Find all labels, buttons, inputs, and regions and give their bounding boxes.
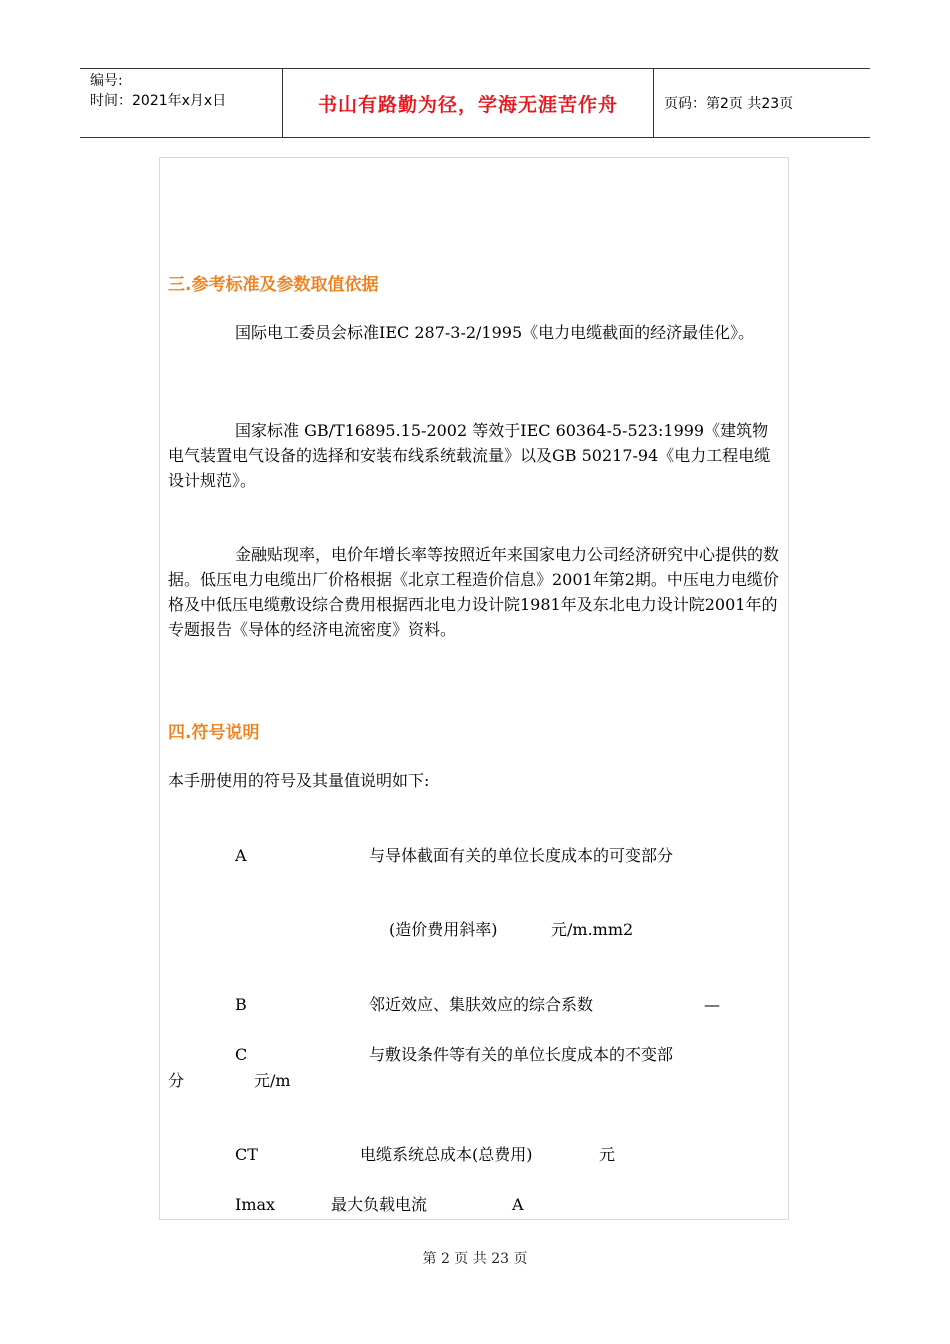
symbol-a: A bbox=[235, 846, 247, 865]
number-label: 编号: bbox=[90, 73, 123, 89]
section3-heading: 三.参考标准及参数取值依据 bbox=[168, 275, 379, 295]
page-info: 页码：第2页 共23页 bbox=[664, 96, 794, 112]
symbol-imax-desc: 最大负载电流 bbox=[331, 1195, 428, 1214]
symbol-ct: CT bbox=[235, 1145, 258, 1164]
motto: 书山有路勤为径，学海无涯苦作舟 bbox=[317, 93, 618, 116]
symbol-b-desc: 邻近效应、集肤效应的综合系数 bbox=[369, 995, 594, 1014]
symbol-imax: Imax bbox=[235, 1195, 276, 1214]
header-motto-cell bbox=[282, 69, 654, 137]
symbol-c-unit: 元/m bbox=[254, 1071, 291, 1090]
time-label: 时间：2021年x月x日 bbox=[90, 93, 227, 109]
header-page-info bbox=[654, 69, 870, 137]
section4-intro: 本手册使用的符号及其量值说明如下: bbox=[168, 771, 430, 790]
symbol-c-desc: 与敷设条件等有关的单位长度成本的不变部 bbox=[369, 1045, 674, 1064]
symbol-b: B bbox=[235, 995, 247, 1014]
symbol-a-unit: 元/m.mm2 bbox=[551, 920, 634, 939]
header-meta bbox=[80, 69, 282, 137]
page-header bbox=[80, 68, 870, 138]
symbol-c: C bbox=[235, 1045, 248, 1064]
page-footer: 第 2 页 共 23 页 bbox=[422, 1251, 528, 1267]
section4-heading: 四.符号说明 bbox=[168, 723, 260, 743]
symbol-imax-unit: A bbox=[512, 1195, 524, 1214]
section3-para1: 国际电工委员会标准IEC 287-3-2/1995《电力电缆截面的经济最佳化》。 bbox=[235, 323, 755, 342]
section3-para3: 金融贴现率，电价年增长率等按照近年来国家电力公司经济研究中心提供的数据。低压电力电缆出厂价格根据《北京工程造价信息》2001年第2期。中压电力电缆价格及中低压电缆敷设综合费用根据西北电力设计院1981年及东北电力设计院2001年的专题报告《导体的经济电流密度》资料。 bbox=[168, 545, 780, 639]
symbol-ct-unit: 元 bbox=[599, 1145, 616, 1164]
symbol-c-desc-cont: 分 bbox=[168, 1071, 185, 1090]
symbol-a-desc2: (造价费用斜率) bbox=[389, 920, 498, 939]
symbol-b-unit: — bbox=[704, 995, 720, 1014]
section3-para2: 国家标准 GB/T16895.15-2002 等效于IEC 60364-5-523:1999《建筑物电气装置电气设备的选择和安装布线系统载流量》以及GB 50217-94《电力工程电缆设计规范》。 bbox=[168, 421, 771, 490]
symbol-a-desc: 与导体截面有关的单位长度成本的可变部分 bbox=[369, 846, 674, 865]
symbol-ct-desc: 电缆系统总成本(总费用) bbox=[360, 1145, 533, 1164]
